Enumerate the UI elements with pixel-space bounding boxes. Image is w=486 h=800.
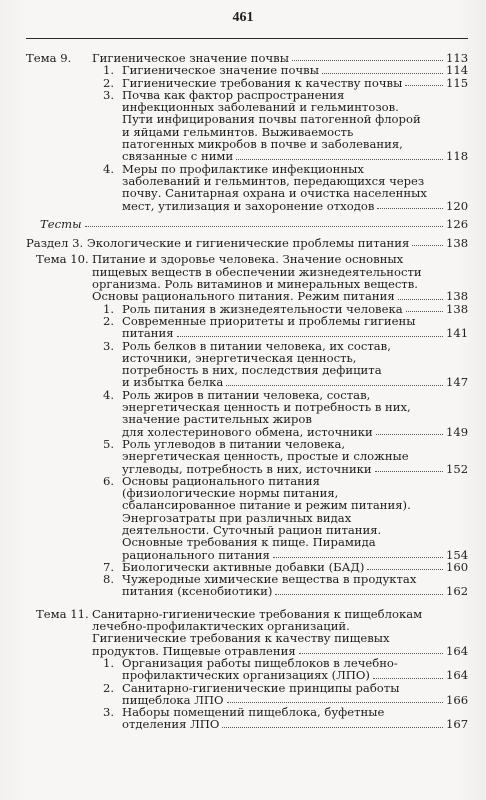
toc-item [92, 315, 468, 340]
entry-line [122, 187, 468, 199]
item-text [122, 706, 468, 731]
entry-text: потребность в них, последствия дефицита [122, 363, 382, 378]
entry-line [122, 64, 468, 76]
dot-leader [299, 653, 443, 654]
topic-9 [26, 52, 468, 230]
entry-text: пищевых веществ в обеспечении жизнедеятельности [92, 264, 422, 279]
toc-item [92, 438, 468, 475]
topic-title [92, 253, 468, 302]
entry-text: Почва как фактор распространения [122, 87, 345, 102]
entry-text: энергетическая ценность и потребность в них, [122, 400, 411, 415]
item-number: 2. [102, 75, 114, 90]
entry-line [122, 682, 468, 694]
dot-leader [376, 434, 443, 435]
entry-text: Гигиеническое значение почвы [122, 63, 319, 78]
entry-text: и избытка белка [122, 375, 224, 390]
toc-item [92, 340, 468, 389]
entry-text: сбалансированное питание и режим питания). [122, 498, 411, 513]
tests-label: Тесты [40, 216, 82, 231]
topic-label: Тема 11. [36, 606, 89, 621]
entry-text: источники, энергетическая ценность, [122, 350, 357, 365]
topic-11 [26, 608, 468, 731]
dot-leader [373, 678, 443, 679]
page-ref: 154 [446, 547, 469, 562]
entry-text: и яйцами гельминтов. Выживаемость [122, 124, 354, 139]
item-number: 5. [102, 436, 114, 451]
entry-text: Основные требования к пище. Пирамида [122, 535, 376, 550]
page-ref: 118 [446, 149, 469, 164]
entry-text: Энергозатраты при различных видах [122, 510, 352, 525]
page-number: 461 [232, 10, 254, 25]
entry-text: Санитарно-гигиенические принципы работы [122, 680, 400, 695]
item-text [122, 657, 468, 682]
page-ref: 113 [446, 51, 469, 65]
item-text [122, 682, 468, 707]
topic-label: Тема 10. [36, 252, 89, 267]
toc-item [92, 573, 468, 598]
section-3-heading [26, 237, 468, 249]
toc-item [92, 682, 468, 707]
entry-text: Организация работы пищеблоков в лечебно- [122, 655, 398, 670]
item-text [122, 475, 468, 561]
toc-item [92, 475, 468, 561]
item-number: 1. [102, 301, 114, 316]
item-text [122, 389, 468, 438]
header-rule [26, 38, 468, 39]
item-text [122, 315, 468, 340]
entry-text: Роль жиров в питании человека, состав, [122, 387, 371, 402]
item-number: 3. [102, 705, 114, 720]
entry-line [122, 536, 468, 548]
item-text [122, 89, 468, 163]
entry-text: профилактических организациях (ЛПО) [122, 668, 370, 683]
topic-items [92, 303, 468, 598]
topic-body [92, 253, 468, 597]
dot-leader [377, 208, 443, 209]
entry-text: пищеблока ЛПО [122, 692, 224, 707]
entry-text: лечебно-профилактических организаций. [92, 619, 350, 634]
entry-text: Пути инфицирования почвы патогенной флорой [122, 112, 421, 127]
toc-item [92, 163, 468, 212]
entry-text: Санитарно-гигиенические требования к пищеблокам [92, 606, 423, 621]
item-number: 7. [102, 559, 114, 574]
dot-leader [273, 557, 443, 558]
toc-item [92, 389, 468, 438]
page-ref: 166 [446, 692, 469, 707]
entry-text: Современные приоритеты и проблемы гигиены [122, 313, 416, 328]
dot-leader [406, 311, 443, 312]
item-number: 8. [102, 572, 114, 587]
entry-text: Основы рационального питания [122, 473, 320, 488]
page-ref: 162 [446, 584, 469, 599]
item-text [122, 163, 468, 212]
dot-leader [322, 73, 443, 74]
entry-line [92, 632, 468, 644]
page-ref: 138 [446, 289, 469, 304]
dot-leader [367, 569, 443, 570]
topic-items [92, 64, 468, 212]
entry-text: Роль белков в питании человека, их состав, [122, 338, 391, 353]
entry-text: связанные с ними [122, 149, 234, 164]
section-label: Раздел 3. Экологические и гигиенические проблемы питания [26, 236, 410, 251]
page-ref: 138 [446, 236, 469, 251]
item-text [122, 438, 468, 475]
dot-leader [275, 594, 443, 595]
dot-leader [405, 85, 443, 86]
entry-text: заболеваний и гельминтов, передающихся через [122, 173, 425, 188]
dot-leader [177, 336, 443, 337]
topic-items [92, 657, 468, 731]
dot-leader [375, 471, 443, 472]
tests-row [40, 218, 468, 230]
entry-text: значение растительных жиров [122, 412, 312, 427]
topic-10 [26, 253, 468, 597]
entry-text: инфекционных заболеваний и гельминтозов. [122, 100, 399, 115]
entry-text: мест, утилизация и захоронение отходов [122, 198, 375, 213]
entry-text: для холестеринового обмена, источники [122, 424, 373, 439]
dot-leader [227, 702, 443, 703]
item-number: 4. [102, 387, 114, 402]
page-ref: 160 [446, 559, 469, 574]
page-ref: 147 [446, 375, 469, 390]
entry-text: патогенных микробов в почве и заболевания, [122, 137, 403, 152]
page-ref: 152 [446, 461, 469, 476]
entry-line [122, 718, 468, 730]
page-ref: 164 [446, 668, 469, 683]
entry-text: (физиологические нормы питания, [122, 486, 339, 501]
entry-text: питания (ксенобиотики) [122, 584, 273, 599]
page-ref: 120 [446, 198, 469, 213]
entry-text: Роль питания в жизнедеятельности человека [122, 301, 403, 316]
entry-text: Основы рационального питания. Режим питания [92, 289, 395, 304]
dot-leader [222, 727, 443, 728]
toc-item [92, 657, 468, 682]
entry-text: Биологически активные добавки (БАД) [122, 559, 365, 574]
page-ref: 141 [446, 326, 469, 341]
entry-text: Чужеродные химические вещества в продуктах [122, 572, 417, 587]
entry-text: рационального питания [122, 547, 270, 562]
entry-text: Гигиенические требования к качеству пищевых [92, 631, 390, 646]
entry-text: отделения ЛПО [122, 717, 220, 732]
page-ref: 126 [446, 216, 469, 231]
topic-body [92, 608, 468, 731]
dot-leader [236, 159, 443, 160]
dot-leader [226, 385, 443, 386]
page-ref: 149 [446, 424, 469, 439]
entry-line [122, 315, 468, 327]
table-of-contents [26, 46, 468, 731]
entry-line [122, 413, 468, 425]
item-text [122, 64, 468, 76]
entry-line [92, 290, 468, 302]
item-number: 1. [102, 655, 114, 670]
entry-line [122, 585, 468, 597]
dot-leader [85, 226, 443, 227]
dot-leader [398, 299, 443, 300]
page-ref: 167 [446, 717, 469, 732]
item-number: 6. [102, 473, 114, 488]
topic-title [92, 608, 468, 657]
entry-text: Гигиенические требования к качеству почвы [122, 75, 403, 90]
item-number: 2. [102, 313, 114, 328]
dot-leader [292, 60, 443, 61]
entry-text: энергетическая ценность, простые и сложные [122, 449, 409, 464]
page-ref: 114 [446, 63, 469, 78]
page-ref: 115 [446, 75, 469, 90]
entry-line [122, 450, 468, 462]
entry-line [122, 200, 468, 212]
entry-text: Меры по профилактике инфекционных [122, 161, 364, 176]
item-number: 4. [102, 161, 114, 176]
item-number: 3. [102, 87, 114, 102]
toc-item [92, 706, 468, 731]
item-text [122, 340, 468, 389]
entry-text: Роль углеводов в питании человека, [122, 436, 346, 451]
toc-item [92, 89, 468, 163]
item-number: 2. [102, 680, 114, 695]
entry-text: Питание и здоровье человека. Значение основных [92, 252, 404, 267]
entry-text: углеводы, потребность в них, источники [122, 461, 372, 476]
item-number: 1. [102, 63, 114, 78]
toc-item [92, 64, 468, 76]
entry-text: питания [122, 326, 174, 341]
entry-text: почву. Санитарная охрана и очистка населенных [122, 186, 427, 201]
entry-text: Наборы помещений пищеблока, буфетные [122, 705, 385, 720]
dot-leader [412, 245, 443, 246]
page-ref: 138 [446, 301, 469, 316]
item-number: 3. [102, 338, 114, 353]
entry-text: деятельности. Суточный рацион питания. [122, 522, 382, 537]
entry-text: организма. Роль витаминов и минеральных веществ. [92, 277, 418, 292]
entry-text: продуктов. Пищевые отравления [92, 643, 296, 658]
item-text [122, 573, 468, 598]
page-ref: 164 [446, 643, 469, 658]
topic-title: Гигиеническое значение почвы [92, 51, 289, 65]
topic-label: Тема 9. [26, 51, 72, 65]
